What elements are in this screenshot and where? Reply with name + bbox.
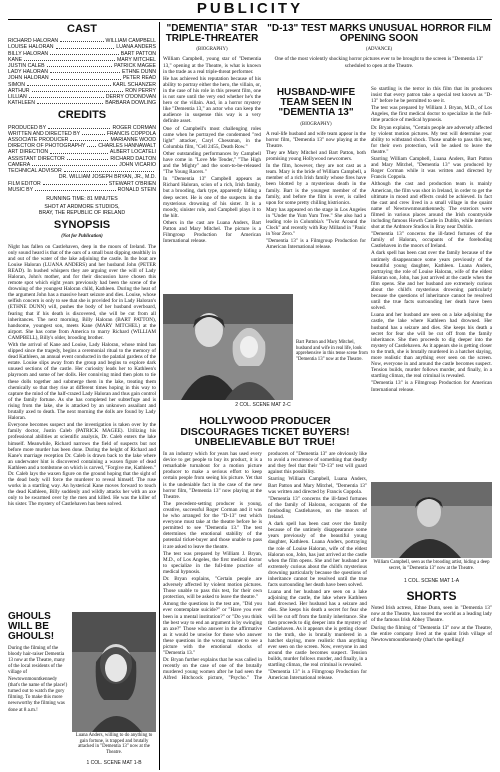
- photo-luana-image: [72, 612, 156, 732]
- credit-name: JOHN VICARIO: [119, 161, 156, 168]
- running-time: RUNNING TIME: 81 MINUTES: [46, 195, 118, 202]
- cast-heading: CAST: [67, 23, 97, 35]
- photo-william-campbell: [371, 482, 492, 558]
- cast-leader: [47, 63, 113, 67]
- credit-name: RONALD STEIN: [117, 186, 156, 193]
- dementia-star-paragraph: He has achieved his reputation because of his ability to portray either the hero, the villain, or, in the case of his role in this present film, one is not sure until the very end whether he's the hero or the villain. And, in a horror mystery like "Dementia 13," an actor who can keep the audience in suspense this way is a very definite asset.: [163, 75, 261, 125]
- test-masks-article: [371, 86, 492, 478]
- cast-name: PETER READ: [122, 75, 156, 82]
- photo-patton-mitchel: [163, 294, 293, 400]
- credit-leader: [50, 149, 108, 153]
- cast-leader: [56, 44, 115, 48]
- test-masks-paragraph: "Dementia 13" concerns the ill-fated fortunes of the family of Haloran, occupants of the foreboding Castlehaven in the moors of Ireland.: [371, 231, 492, 250]
- cast-row: [8, 100, 156, 106]
- credits-heading: CREDITS: [57, 109, 107, 122]
- photo-patton-scene-mat: 2 COL. SCENE MAT 2-C: [235, 402, 291, 408]
- test-masks-headline: [266, 22, 492, 86]
- photo-luana-anders: [72, 612, 156, 732]
- credit-role: TECHNICAL ADVISOR: [8, 168, 62, 175]
- page-title: PUBLICITY: [196, 0, 304, 17]
- cast-leader: [50, 69, 120, 73]
- synopsis-heading: SYNOPSIS: [53, 219, 111, 232]
- credit-role: MUSIC BY: [8, 186, 34, 193]
- credit-leader: [48, 125, 110, 129]
- hollywood-heading: HOLLYWOOD PRODUCER DISCOURAGES TICKET BUYERS! UNBELIEVABLE BUT TRUE!: [180, 415, 350, 449]
- dementia-star-paragraph: One of Campbell's most challenging roles came when he portrayed the condemned "red light" attacker, Caryl Chessman, in the Columbia film, "Cell 2455, Death Row.": [163, 125, 261, 150]
- credit-leader: [87, 143, 96, 147]
- ghouls-article: [8, 610, 70, 770]
- cast-name: ETHNE DUNN: [121, 69, 156, 76]
- husband-wife-article: [266, 86, 366, 290]
- credit-role: ART DIRECTION: [8, 149, 49, 156]
- test-masks-paragraph: The test was prepared by William J. Bryan, M.D., of Los Angeles, the first medical doctor to specialize in the full-time practice of medical hypnosis.: [371, 105, 492, 124]
- husband-wife-paragraph: They are Mary Mitchel and Bart Patton, both promising young Hollywood newcomers.: [266, 149, 366, 163]
- credit-role: ASSISTANT DIRECTOR: [8, 155, 65, 162]
- cast-leader: [60, 38, 103, 42]
- cast-name: MARY MITCHEL: [116, 56, 156, 63]
- credit-leader: [32, 162, 117, 166]
- cast-leader: [51, 75, 121, 79]
- credit-leader: [67, 156, 109, 160]
- hollywood-paragraph: Luana and her husband are seen on a lake adjoining the castle, the lake where Kathleen had drowned. Her husband has a seizure and dies. She keeps his death a secret for fear she will be cut off from the family inheritance. She then proceeds to dig deeper into the mystery of Castlehaven. As it appears she is getting closer to the truth, she is brutally murdered in a hatchet slaying, more realistic than anything ever seen on the screen. Now, everyone in and around the castle becomes suspect. Tension builds, murder follows murder, and finally, in a startling climax, the real criminal is revealed.: [268, 589, 367, 669]
- credit-name: RICHARD DALTON: [110, 155, 156, 162]
- hollywood-body: [163, 451, 367, 761]
- photo-campbell-caption: William Campbell, seen as the brooding artist, hiding a deep secret, in "Dementia 13" now at the Theatre.: [373, 560, 490, 571]
- credit-name: ROGER CORMAN: [112, 124, 156, 131]
- synopsis-body: [8, 244, 156, 508]
- cast-leader: [50, 51, 119, 55]
- photo-campbell-scene-mat: 1 COL. SCENE MAT 1-A: [403, 578, 460, 584]
- test-masks-heading: "D-13" TEST MARKS UNUSUAL HORROR FILM OPENING SOON: [267, 23, 491, 45]
- cast-role: RICHARD HALORAN: [8, 38, 59, 45]
- shot-at-location: BRAY, THE REPUBLIC OF IRELAND: [38, 210, 126, 217]
- synopsis-subheading: (Not for Publication): [61, 234, 103, 240]
- hollywood-article: [163, 414, 367, 770]
- credit-role: DIRECTOR OF PHOTOGRAPHY: [8, 143, 86, 150]
- test-masks-paragraph: A dark spell has been cast over the family because of the untimely disappearance some years previously of the beautiful young daughter, Kathleen. Luana Anders, portraying the role of Louise Haloran, wife of the eldest Haloran son, John, has just arrived at the castle when the film opens. She and her husband are extremely curious about the child's mysterious drowning particularly because the questions of inheritance cannot be resolved until the true facts surrounding her death have been solved.: [371, 250, 492, 312]
- hollywood-paragraph: In an industry which for years has used every device to get people to buy its product, it is a remarkable turnabout for a motion picture producer to make a serious effort to keep certain people from seeing his picture. Yet that is the undeniable fact in the case of the new horror film, "Dementia 13" now playing at the Theatre.: [163, 451, 262, 500]
- shorts-body: [371, 605, 492, 643]
- credit-leader: [82, 131, 105, 135]
- synopsis-paragraph: Night has fallen on Castlehaven, deep in the moors of Ireland. The only sound heard is that of the oars of a small boat dipping stealthily in and out of the water of the lake adjoining the castle. In the boat are Louise Haloran (LUANA ANDERS) and her husband John (PETER READ). In hushed whispers they are arguing over the will of Lady Haloran, John's mother, and for their discussion have chosen this remote spot which eight years previously had been the scene of the drowning of the youngest Haloran child, Kathleen. During the heat of the argument John has a massive heart seizure and dies. Louise, whose selfish concern is only to see that she is provided for in Lady Haloran's (ETHNE DUNN) will, pushes the body of her husband overboard, fearing that if his death is discovered, she will be cut from all inheritances. The next morning, Billy Haloran (BART PATTON), handsome, youngest son, meets Kane (MARY MITCHEL) at the airport. She has come from America to marry Richard (WILLIAM CAMPBELL), Billy's older, brooding brother.: [8, 243, 156, 341]
- dementia-star-paragraph: Others in the cast are Luana Anders, Bart Patton and Mary Mitchel. The picture is a Filmgroup Production for American International release.: [163, 219, 261, 245]
- test-masks-paragraph: Starring William Campbell, Luana Anders, Bart Patton and Mary Mitchel, "Dementia 13" was produced by Roger Corman while it was written and directed by Francis Coppola.: [371, 156, 492, 181]
- cast-name: KARL SCHANZER: [112, 81, 156, 88]
- husband-wife-paragraph: "Dementia 13" is a Filmgroup Production for American International release.: [266, 238, 366, 251]
- cast-role: LADY HALORAN: [8, 69, 48, 76]
- test-masks-body: [371, 86, 492, 393]
- shorts-paragraph: During the filming of "Dementia 13" now at the Theatre, the entire company lived at the quaint Irish village of Newtownmountkennedy (that's the spelling)!: [371, 624, 492, 643]
- credit-role: FILM EDITOR: [8, 180, 41, 187]
- husband-wife-paragraph: A real-life husband and wife team appear in the horror film, "Dementia 13" now playing at the Theatre.: [266, 130, 366, 149]
- credit-name: ALBERT LOCATELI: [109, 149, 156, 156]
- test-masks-paragraph: Luana and her husband are seen on a lake adjoining the castle, the lake where Kathleen had drowned. Her husband has a seizure and dies. She keeps his death a secret for fear she will be cut off from the family inheritance. She then proceeds to dig deeper into the mystery of Castlehaven. As it appears she is getting closer to the truth, she is brutally murdered in a hatchet slaying, more realistic than anything ever seen on the screen. Now, everyone in and around the castle becomes suspect. Tension builds, murder follows murder, and finally, in a startling climax, the real criminal is revealed.: [371, 312, 492, 380]
- cast-name: LUANA ANDERS: [116, 44, 156, 51]
- cast-name: WILLIAM CAMPBELL: [105, 38, 156, 45]
- credit-row: [8, 187, 156, 193]
- photo-campbell-image: [371, 482, 492, 558]
- husband-wife-heading: HUSBAND-WIFE TEAM SEEN IN "DEMENTIA 13": [276, 87, 356, 119]
- masthead: [0, 0, 500, 18]
- husband-wife-paragraph: In the film, however, they are not cast as a team. Mary is the bride of William Campbell, a member of a rich Irish family whose fires have been blotted by a mysterious death in the family. Bart is the youngest member of the family, and before the film is over, is called upon for some pretty chilling histrionics.: [266, 163, 366, 206]
- cast-name: RON PERRY: [125, 87, 156, 94]
- cast-leader: [29, 94, 104, 98]
- hollywood-paragraph: Starring William Campbell, Luana Anders, Bart Patton and Mary Mitchel, "Dementia 13" was written and directed by Francis Coppola.: [268, 476, 367, 495]
- cast-role: LOUISE HALORAN: [8, 44, 54, 51]
- cast-role: KATHLEEN: [8, 100, 36, 107]
- test-masks-subheading: (ADVANCE): [365, 47, 393, 53]
- cast-role: SIMON: [8, 81, 26, 88]
- ghouls-body: During the filming of the bloody hair-raiser Dementia 13 now at the Theatre, many of the local residents of the village of Newtownmountkennedy (that's the name of the place!) turned out to watch the gory filming. To make this more newsworthy the filming was done at 8 a.m.!: [8, 645, 68, 713]
- cast-name: DERRY O'DONOVAN: [105, 94, 156, 101]
- cast-leader: [27, 82, 111, 86]
- cast-role: LILLIAN: [8, 94, 27, 101]
- test-masks-lead: One of the most violently shocking horror pictures ever to be brought to the screen is "Dementia 13" scheduled to open at the Theatre.: [274, 56, 484, 69]
- cast-leader: [37, 100, 103, 104]
- credit-leader: [10, 174, 57, 178]
- dementia-star-paragraph: Other outstanding performances by Campbell have come in "Love Me Tender," "The High and the Mighty" and the soon-to-be-released "The Young Racers.": [163, 150, 261, 176]
- dementia-star-paragraph: William Campbell, young star of "Dementia 13," opening at the Theatre, is what is known in the trade as a real triple-threat performer.: [163, 56, 261, 75]
- synopsis-paragraph: Everyone becomes suspect and the investigation is taken over by the family doctor, Justin Caleb (PATRICK MAGEE). Utilizing his professional abilities at scientific analysis, Dr. Caleb enters the lake himself. Meanwhile, Richard narrows the field of suspects but not before more murder has been done. During the height of Richard and Kane's marriage reception Dr. Caleb is drawn back to the lake where an underwater hint is discovered containing a waxen figure of dead Kathleen and a tombstone on which is carved, "Forgive me, Kathleen." Dr. Caleb lays the waxen figure on the ground hoping that the sight of the dead body will force the murderer to reveal himself. The ruse works in a startling way. An hysterical Kane moves forward to touch the dead Kathleen, Billy suddenly and wildly attacks her with an axe only to be swarmed over by the men and killed. He was the killer of his sister. The mystery of Castlehaven has been solved.: [8, 422, 156, 508]
- dementia-star-paragraph: In "Dementia 13" Campbell appears as Richard Haloran, scion of a rich, Irish family, but a brooding, dark type, apparently hiding a deep secret. He is one of the suspects in the mysterious drowning of his sister. It is a moody, sinister role, and Campbell plays it to the hilt.: [163, 176, 261, 219]
- hollywood-paragraph: Dr. Bryan explains, "Certain people are adversely affected by violent motion pictures. Those unable to pass this test, for their own protection, will be asked to leave the theatre.": [163, 575, 262, 601]
- cast-leader: [32, 88, 124, 92]
- cast-role: JOHN HALORAN: [8, 75, 49, 82]
- shorts-paragraph: Noted Irish actress, Ethne Dunn, seen in "Dementia 13" now at the Theatre, has toured the world as a leading lady of the famous Irish Abbey Theatre.: [371, 605, 492, 624]
- photo-luana-scene-mat: 1 COL. SCENE MAT 1-B: [86, 760, 142, 766]
- credit-role: CAMERA: [8, 161, 31, 168]
- photo-patton-caption: Bart Patton and Mary Mitchel, husband and wife in real life, look apprehensive in this tense scene from "Dementia 13" now at the Theatre.: [296, 340, 368, 362]
- test-masks-paragraph: Dr. Bryan explains, "Certain people are adversely affected by violent motion pictures. My test will determine your ability to withstand shock. Those unable to pass this test, for their own protection, will be asked to leave the theatre.": [371, 124, 492, 155]
- cast-name: BARBARA DOWLING: [105, 100, 156, 107]
- synopsis-paragraph: With the arrival of Kane and Louise, Lady Haloran, whose mind has slipped since the tragedy, begins a ceremonial ritual to the memory of dead Kathleen, an annual event conducted in the palatial gardens of the estate. Louise slips away from the group and begins to explore dark unused sections of the castle. Her curiosity leads her to Kathleen's playroom and some of her dolls. Her conniving mind then plots to tie these dolls together and submerge them in the lake, treating them chemically so that they rise at different times hoping in this way to capture the mind of the half-crazed Lady Haloran and thus gain control of the family fortune. As she has completed her subterfuge and is rising from the lake, she is attacked by an unknown assailant and brutally axed to death. The next morning the dolls are found by Lady Haloran.: [8, 342, 156, 422]
- photo-luana-caption: Luana Anders, willing to do anything to gain fortune, is trapped and brutally attacked in "Dementia 13" now at the Theatre.: [75, 733, 153, 755]
- credit-name: FRANCIS COPPOLA: [106, 130, 156, 137]
- credit-name: MARIANNE WOOD: [110, 137, 156, 144]
- credit-leader: [35, 187, 116, 191]
- cast-role: ARTHUR: [8, 87, 30, 94]
- credit-name: DR. WILLIAM JOSEPH BRYAN, JR., M.D.: [58, 174, 156, 181]
- hollywood-paragraph: "Dementia 13" is a Filmgroup Production for American International release.: [268, 669, 367, 682]
- hollywood-paragraph: The test was prepared by William J. Bryan, M.D., of Los Angeles, the first medical doctor to specialize in the full-time practice of medical hypnosis.: [163, 550, 262, 575]
- dementia-star-article: [163, 22, 261, 290]
- dementia-star-body: [163, 56, 261, 244]
- hollywood-paragraph: A dark spell has been cast over the family because of the untimely disappearance some years previously of the beautiful young daughter, Kathleen. Luana Anders, portraying the role of Louise Haloran, wife of the eldest Haloran son, John, has just arrived at the castle when the film opens. She and her husband are extremely curious about the child's mysterious drowning particularly because the questions of inheritance cannot be resolved until the true facts surrounding her death have been solved.: [268, 521, 367, 589]
- cast-name: BART PATTON: [120, 50, 156, 57]
- test-masks-paragraph: So startling is the terror in this film that its producers insist that every patron take a special test known as "D-13" before he be permitted to see it.: [371, 86, 492, 105]
- hollywood-paragraph: The precedent-setting producer is young, creative, successful Roger Corman and it was he who arranged for the "D-13" test which everyone must take at the theatre before he is permitted to see "Dementia 13." The test determines the emotional stability of the potential ticket-buyer and those unable to pass it are asked to leave the theatre.: [163, 500, 262, 550]
- credit-name: STEWART O'BRIEN: [108, 180, 156, 187]
- credit-leader: [70, 137, 108, 141]
- credit-role: WRITTEN AND DIRECTED BY: [8, 130, 81, 137]
- cast-role: KANE: [8, 56, 23, 63]
- cast-leader: [24, 57, 115, 61]
- shorts-article: [371, 588, 492, 770]
- credit-name: CHARLES HANNAWALT: [98, 143, 156, 150]
- dementia-star-subheading: (BIOGRAPHY): [196, 47, 228, 53]
- cast-role: JUSTIN CALEB: [8, 63, 45, 70]
- shot-at: SHOT AT ARDMORE STUDIOS,: [44, 204, 120, 210]
- cast-role: BILLY HALORAN: [8, 50, 49, 57]
- column-divider-1: [159, 22, 160, 770]
- credit-leader: [64, 168, 154, 172]
- photo-patton-image: [163, 294, 293, 400]
- credit-leader: [43, 181, 107, 185]
- hollywood-paragraph: Among the questions in the test are, "Did you ever contemplate suicide?" or "Have you ever been in a mental institution?" or "Do you think the best way to end an argument is by swinging an axe?" Those who answer in the affirmative as it would be unwise for those who answer these questions in the wrong manner to see a picture with the emotional shocks of "Dementia 13.": [163, 601, 262, 657]
- test-masks-paragraph: "Dementia 13" is a Filmgroup Production for American International release.: [371, 380, 492, 393]
- hollywood-paragraph: Dr. Bryan further explains that he was called in recently on the case of one of the brutally murdered young women after he had seen the Alfred Hitchcock picture, "Psycho." The producers of "Dementia 13" are obviously like to avoid a recurrence of something that deadly and they feel that their "D-13" test will guard against this possibility.: [163, 451, 367, 682]
- ghouls-heading: GHOULS WILL BE GHOULS!: [8, 611, 55, 643]
- husband-wife-subheading: (BIOGRAPHY): [300, 121, 332, 127]
- husband-wife-paragraph: Mary has appeared on the stage in Los Angeles in "Under the Yum Yum Tree." She also had a leading role in Columbia's "Twist Around the Clock" and recently with Ray Milland in "Panic in Year Zero.": [266, 206, 366, 238]
- test-masks-paragraph: Although the cast and production team is mainly American, the film was shot in Ireland, in order to get the ultimate in mood and effects could be achieved. In fact the cast and crew lived in a small village in the quaint name of Newtownmountkennedy. The exteriors were filmed in various places around the Irish countryside including famous Howth Castle in Dublin, while interiors shot at the Ardmore Studios in Bray near Dublin.: [371, 181, 492, 231]
- credit-role: PRODUCED BY: [8, 124, 47, 131]
- credits-list: [8, 125, 156, 193]
- hollywood-paragraph: "Dementia 13" concerns the ill-fated fortunes of the family of Haloran, occupants of the foreboding Castlehaven, on the moors of Ireland.: [268, 495, 367, 521]
- masthead-rule: [8, 19, 492, 20]
- husband-wife-body: [266, 131, 366, 251]
- cast-list: [8, 38, 156, 106]
- shorts-heading: SHORTS: [406, 589, 457, 603]
- dementia-star-heading: "DEMENTIA" STAR TRIPLE-THREATER: [165, 23, 259, 45]
- credit-role: ASSOCIATE PRODUCER: [8, 137, 69, 144]
- cast-name: PATRICK MAGEE: [114, 63, 156, 70]
